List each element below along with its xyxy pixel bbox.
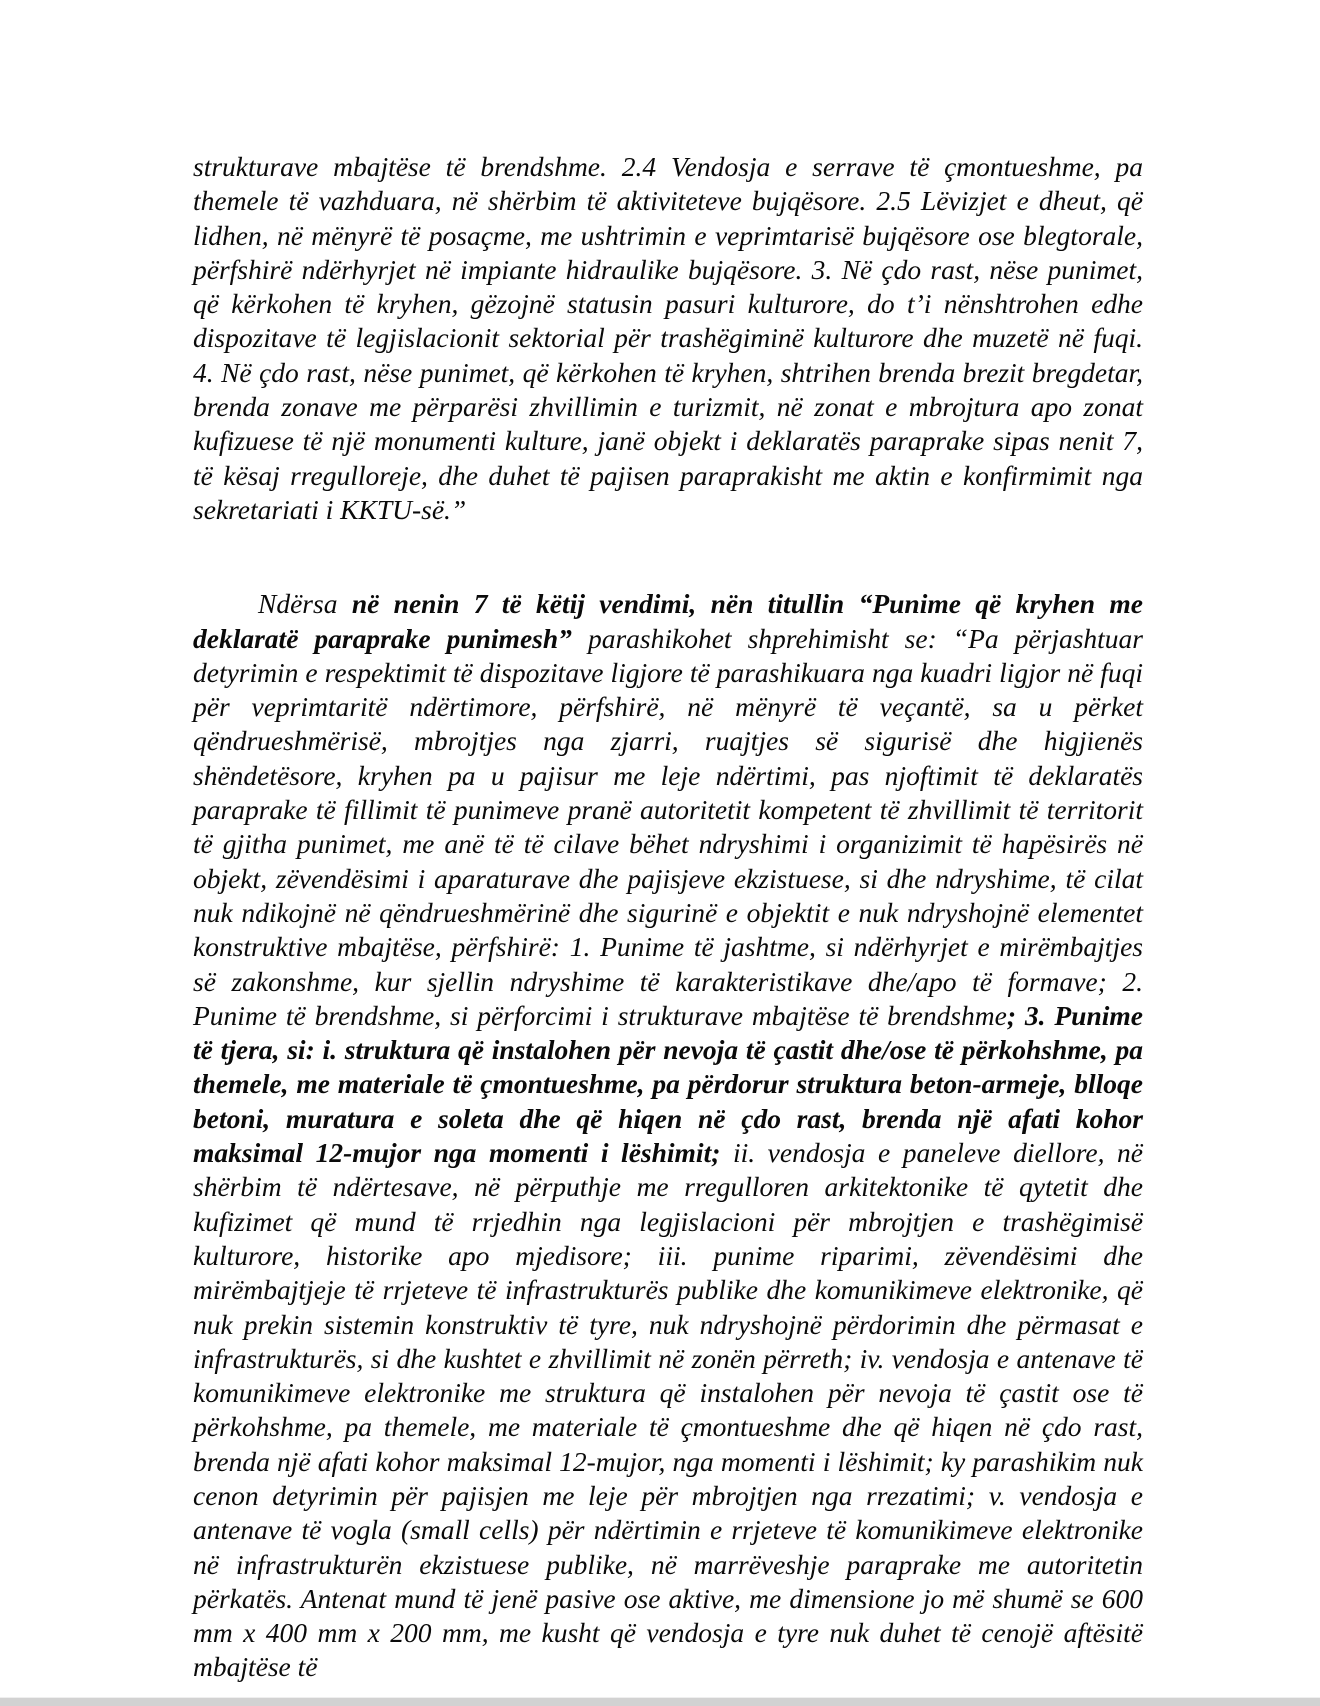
paragraph-neni-7 [193,587,1143,1685]
paragraph-legal-quote-continuation [193,150,1143,527]
italic-text-segment: ii. vendosja e paneleve diellore, në shërbim të ndërtesave, në përputhje me rregulloren arkitektonike të qytetit dhe kufizimet që mund të rrjedhin nga legjislacioni për mbrojtjen e trashëgimisë kulturore, historike apo mjedisore; iii. punime riparimi, zëvendësimi dhe mirëmbajtjeje të rrjeteve të infrastrukturës publike dhe komunikimeve elektronike, që nuk prekin sistemin konstruktiv të tyre, nuk ndryshojnë përdorimin dhe përmasat e infrastrukturës, si dhe kushtet e zhvillimit në zonën përreth; iv. vendosja e antenave të komunikimeve elektronike me struktura që instalohen për nevoja të çastit ose të përkohshme, pa themele, me materiale të çmontueshme dhe që hiqen në çdo rast, brenda një afati kohor maksimal 12-mujor, nga momenti i lëshimit; ky parashikim nuk cenon detyrimin për pajisjen me leje për mbrojtjen nga rrezatimi; v. vendosja e antenave të vogla (small cells) për ndërtimin e rrjeteve të komunikimeve elektronike në infrastrukturën ekzistuese publike, në marrëveshje paraprake me autoritetin përkatës. Antenat mund të jenë pasive ose aktive, me dimensione jo më shumë se 600 mm x 400 mm x 200 mm, me kusht që vendosja e tyre nuk duhet të cenojë aftësitë mbajtëse të [193,1137,1143,1683]
italic-text-segment: Ndërsa [258,588,352,620]
italic-text-segment: strukturave mbajtëse të brendshme. 2.4 Vendosja e serrave të çmontueshme, pa themele të vazhduara, në shërbim të aktiviteteve bujqësore. 2.5 Lëvizjet e dheut, që lidhen, në mënyrë të posaçme, me ushtrimin e veprimtarisë bujqësore ose blegtorale, përfshirë ndërhyrjet në impiante hidraulike bujqësore. 3. Në çdo rast, nëse punimet, që kërkohen të kryhen, gëzojnë statusin pasuri kulturore, do t’i nënshtrohen edhe dispozitave të legjislacionit sektorial për trashëgiminë kulturore dhe muzetë në fuqi. 4. Në çdo rast, nëse punimet, që kërkohen të kryhen, shtrihen brenda brezit bregdetar, brenda zonave me përparësi zhvillimin e turizmit, në zonat e mbrojtura apo zonat kufizuese të një monumenti kulture, janë objekt i deklaratës paraprake sipas nenit 7, të kësaj rregulloreje, dhe duhet të pajisen paraprakisht me aktin e konfirmimit nga sekretariati i KKTU-së.” [193,151,1143,525]
italic-text-segment: parashikohet shprehimisht se: “Pa përjashtuar detyrimin e respektimit të dispozitave ligjore të parashikuara nga kuadri ligjor në fuqi për veprimtaritë ndërtimore, përfshirë, në mënyrë të veçantë, sa u përket qëndrueshmërisë, mbrojtjes nga zjarri, ruajtjes së sigurisë dhe higjienës shëndetësore, kryhen pa u pajisur me leje ndërtimi, pas njoftimit të deklaratës paraprake të fillimit të punimeve pranë autoritetit kompetent të zhvillimit të territorit të gjitha punimet, me anë të të cilave bëhet ndryshimi i organizimit të hapësirës në objekt, zëvendësimi i aparaturave dhe pajisjeve ekzistuese, si dhe ndryshime, të cilat nuk ndikojnë në qëndrueshmërinë dhe sigurinë e objektit e nuk ndryshojnë elementet konstruktive mbajtëse, përfshirë: 1. Punime të jashtme, si ndërhyrjet e mirëmbajtjes së zakonshme, kur sjellin ndryshime të karakteristikave dhe/apo të formave; 2. Punime të brendshme, si përforcimi i strukturave mbajtëse të brendshme [193,622,1144,1031]
document-body-text [193,150,1143,1685]
bold-italic-text-segment: ; 3. Punime të tjera, si: i. struktura që instalohen për nevoja të çastit dhe/ose të përkohshme, pa themele, me materiale të çmontueshme, pa përdorur struktura beton-armeje, blloqe betoni, muratura e soleta dhe që hiqen në çdo rast, brenda një afati kohor maksimal 12-mujor nga momenti i lëshimit; [193,999,1144,1169]
bold-italic-text-segment: në nenin 7 të këtij vendimi, nën titullin “Punime që kryhen me deklaratë paraprake punimesh” [193,588,1143,654]
horizontal-scrollbar[interactable] [0,1697,1320,1706]
